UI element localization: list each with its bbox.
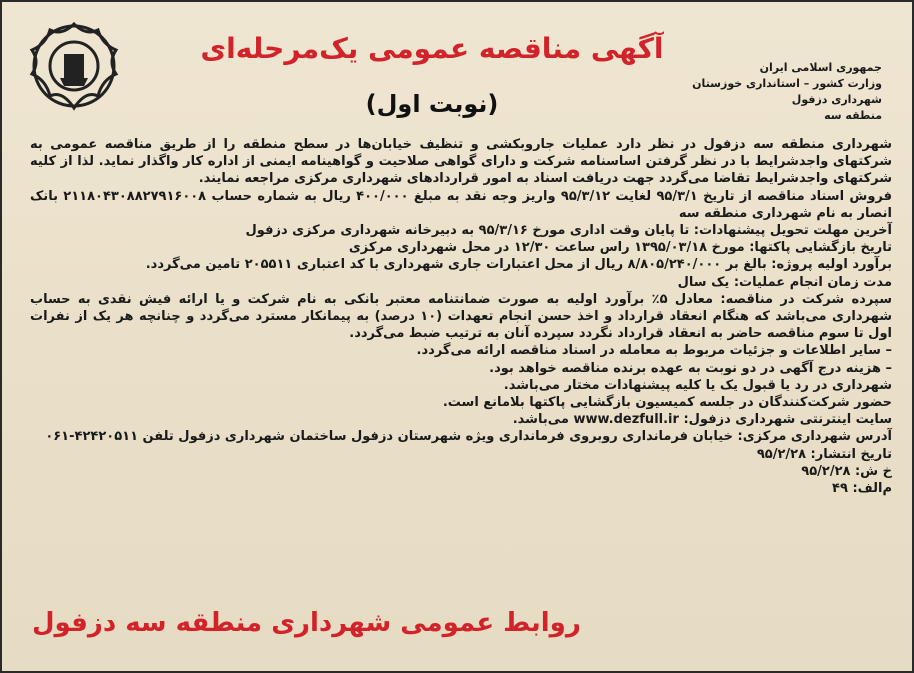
notice-body xyxy=(30,136,892,497)
issuer-line: منطقه سه xyxy=(824,109,882,122)
advertisement-cost: – هزینه درج آگهی در دو نوبت به عهده برنده مناقصه خواهد بود. xyxy=(489,360,892,376)
address-line: آدرس شهرداری مرکزی: خیابان فرمانداری روبروی فرمانداری ویژه شهرستان دزفول ساختمان شهرداری دزفول تلفن ۴۲۴۲۰۵۱۱-۰۶۱ xyxy=(45,429,892,445)
attendance-note: حضور شرکت‌کنندگان در جلسه کمیسیون بازگشایی پاکتها بلامانع است. xyxy=(442,395,892,411)
website-line: سایت اینترنتی شهرداری دزفول: www.dezfull.ir می‌باشد. xyxy=(512,412,892,428)
opening-date: تاریخ بازگشایی پاکتها: مورخ ۱۳۹۵/۰۳/۱۸ راس ساعت ۱۲/۳۰ در محل شهرداری مرکزی xyxy=(348,240,892,256)
issuer-block xyxy=(692,60,882,124)
operation-duration: مدت زمان انجام عملیات: یک سال xyxy=(677,274,892,290)
project-estimate: برآورد اولیه پروژه: بالغ بر ۸/۸۰۵/۲۴۰/۰۰۰ ریال از محل اعتبارات جاری شهرداری با کد اعتباری ۲۰۵۵۱۱ تامین می‌گردد. xyxy=(145,257,892,273)
public-relations-signature: روابط عمومی شهرداری منطقه سه دزفول xyxy=(32,608,581,638)
notice-round: (نوبت اول) xyxy=(365,90,499,118)
notice-title: آگهی مناقصه عمومی یک‌مرحله‌ای xyxy=(200,32,664,65)
m-alef-code: م‌الف: ۴۹ xyxy=(832,481,892,497)
document-sale: فروش اسناد مناقصه از تاریخ ۹۵/۳/۱ لغایت ۹۵/۳/۱۲ واریز وجه نقد به مبلغ ۴۰۰/۰۰۰ ریال به شماره حساب ۲۱۱۸۰۴۳۰۸۸۲۷۹۱۶۰۰۸ بانک انصار به نام شهرداری منطقه سه xyxy=(30,188,892,221)
issuer-line: شهرداری دزفول xyxy=(791,93,882,106)
rejection-rights: شهرداری در رد یا قبول یک یا کلیه پیشنهادات مختار می‌باشد. xyxy=(503,377,892,393)
publish-date: تاریخ انتشار: ۹۵/۲/۲۸ xyxy=(756,446,892,462)
municipality-emblem-icon xyxy=(24,16,124,116)
issuer-line: جمهوری اسلامی ایران xyxy=(759,61,882,74)
tender-deposit: سپرده شرکت در مناقصه: معادل ۵٪ برآورد اولیه به صورت ضمانتنامه معتبر بانکی به نام شرکت و یا ارائه فیش نقدی به حساب شهرداری می‌باشد که هنگام انعقاد قرارداد و اخذ حسن انجام تعهدات (۱۰ درصد) به پیمانکار مسترد می‌گردد و چنانچه هر یک از نفرات اول تا سوم مناقصه حاضر به انعقاد قرارداد نگردد سپرده آنان به ترتیب ضبط می‌گردد. xyxy=(30,291,892,342)
intro-paragraph: شهرداری منطقه سه دزفول در نظر دارد عملیات جاروبکشی و تنظیف خیابان‌ها در سطح منطقه را از طریق مناقصه عمومی به شرکتهای واجدشرایط با در نظر گرفتن اساسنامه شرکت و دارای گواهی صلاحیت و گواهینامه ایمنی از اداره کار واگذار نماید. لذا از کلیه شرکتهای واجدشرایط تقاضا می‌گردد جهت دریافت اسناد به امور قراردادهای شهرداری مرکزی مراجعه نمایند. xyxy=(30,137,892,187)
issuer-line: وزارت کشور – استانداری خوزستان xyxy=(692,77,882,90)
submission-deadline: آخرین مهلت تحویل پیشنهادات: تا پایان وقت اداری مورخ ۹۵/۳/۱۶ به دبیرخانه شهرداری مرکزی دزفول xyxy=(245,223,892,239)
kh-sh-code: خ ش: ۹۵/۲/۲۸ xyxy=(801,463,892,479)
other-info: – سایر اطلاعات و جزئیات مربوط به معامله در اسناد مناقصه ارائه می‌گردد. xyxy=(416,343,892,359)
